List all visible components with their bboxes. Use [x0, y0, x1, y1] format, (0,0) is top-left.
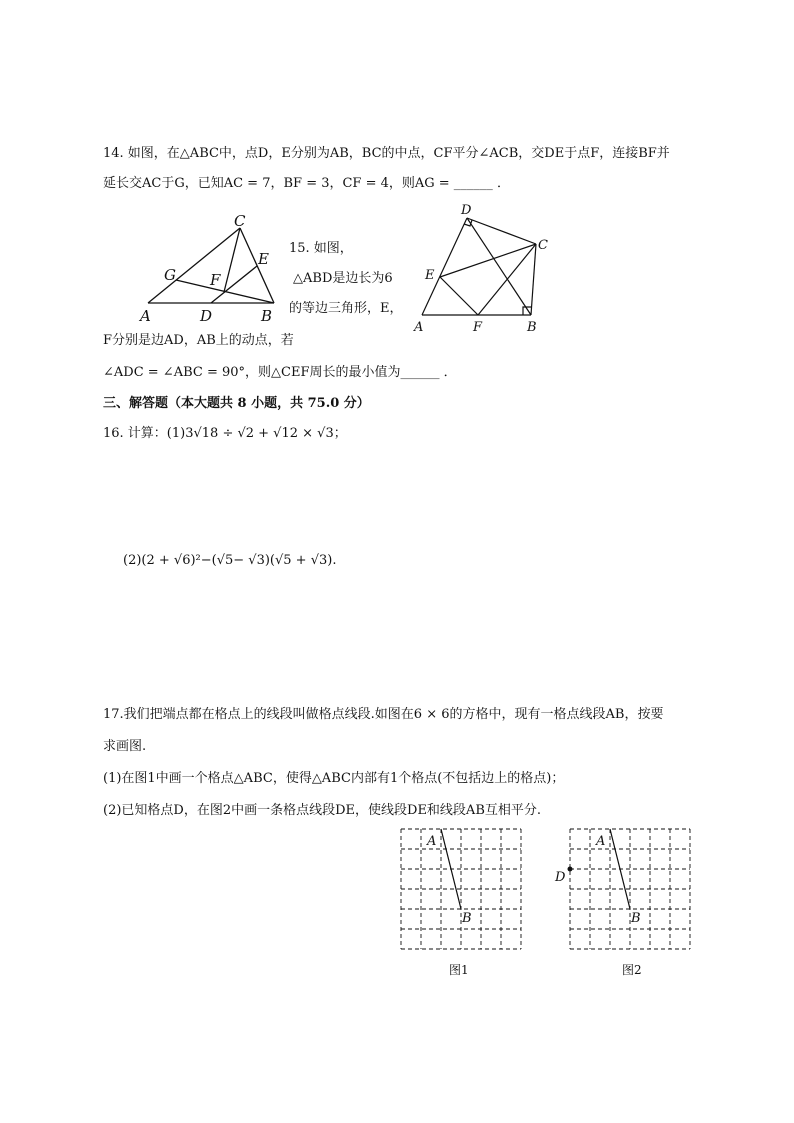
q17-line4: (2)已知格点D，在图2中画一条格点线段DE，使线段DE和线段AB互相平分. [103, 803, 542, 818]
q17-line3: (1)在图1中画一个格点△ABC，使得△ABC内部有1个格点(不包括边上的格点)； [103, 771, 565, 786]
fig14-label-B: B [261, 307, 273, 325]
fig14-label-D: D [200, 307, 213, 325]
figure-q14-triangle [140, 210, 285, 325]
q17-line2: 求画图. [103, 739, 147, 754]
section-heading: 三、解答题（本大题共 8 小题，共 75.0 分） [103, 396, 370, 411]
q15-line4: F分别是边AD，AB上的动点，若 [103, 333, 294, 348]
fig15-label-C: C [538, 238, 548, 253]
fig14-label-C: C [234, 212, 246, 230]
q15-line5: ∠ADC = ∠ABC = 90°，则△CEF周长的最小值为______ ． [103, 365, 457, 380]
q16-part2: (2)(2 + √6)²−(√5− √3)(√5 + √3). [123, 553, 337, 568]
fig14-label-F: F [210, 271, 221, 289]
grid2-caption: 图2 [622, 963, 642, 977]
grid-figure-1 [400, 828, 522, 950]
fig15-label-A: A [414, 320, 424, 335]
fig15-label-D: D [461, 203, 472, 218]
fig14-label-G: G [164, 266, 176, 284]
fig15-label-E: E [425, 268, 435, 283]
grid2-point-D [568, 867, 573, 872]
q14-line1: 14. 如图，在△ABC中，点D，E分别为AB，BC的中点，CF平分∠ACB，交DE于点F，连接BF并 [103, 146, 670, 161]
q15-line3: 的等边三角形，E， [289, 301, 403, 316]
fig14-label-A: A [140, 307, 151, 325]
fig14-label-E: E [258, 250, 269, 268]
grid2-label-B: B [631, 911, 641, 926]
q16-part1: 16. 计算：(1)3√18 ÷ √2 + √12 × √3； [103, 426, 347, 441]
q15-label: 15. 如图， [289, 241, 353, 256]
fig15-label-B: B [527, 320, 537, 335]
q15-line2: △ABD是边长为6 [293, 271, 393, 286]
figure-q15-quadrilateral [410, 200, 560, 335]
q14-line2: 延长交AC于G，已知AC = 7，BF = 3，CF = 4，则AG = ______ ． [103, 176, 510, 191]
grid-figure-2 [550, 828, 692, 950]
grid1-caption: 图1 [449, 963, 469, 977]
q17-line1: 17.我们把端点都在格点上的线段叫做格点线段.如图在6 × 6的方格中，现有一格点线段AB，按要 [103, 707, 664, 722]
fig15-label-F: F [473, 320, 483, 335]
grid2-label-D: D [555, 870, 566, 885]
grid1-label-B: B [462, 911, 472, 926]
grid1-label-A: A [427, 834, 437, 849]
grid2-label-A: A [596, 834, 606, 849]
